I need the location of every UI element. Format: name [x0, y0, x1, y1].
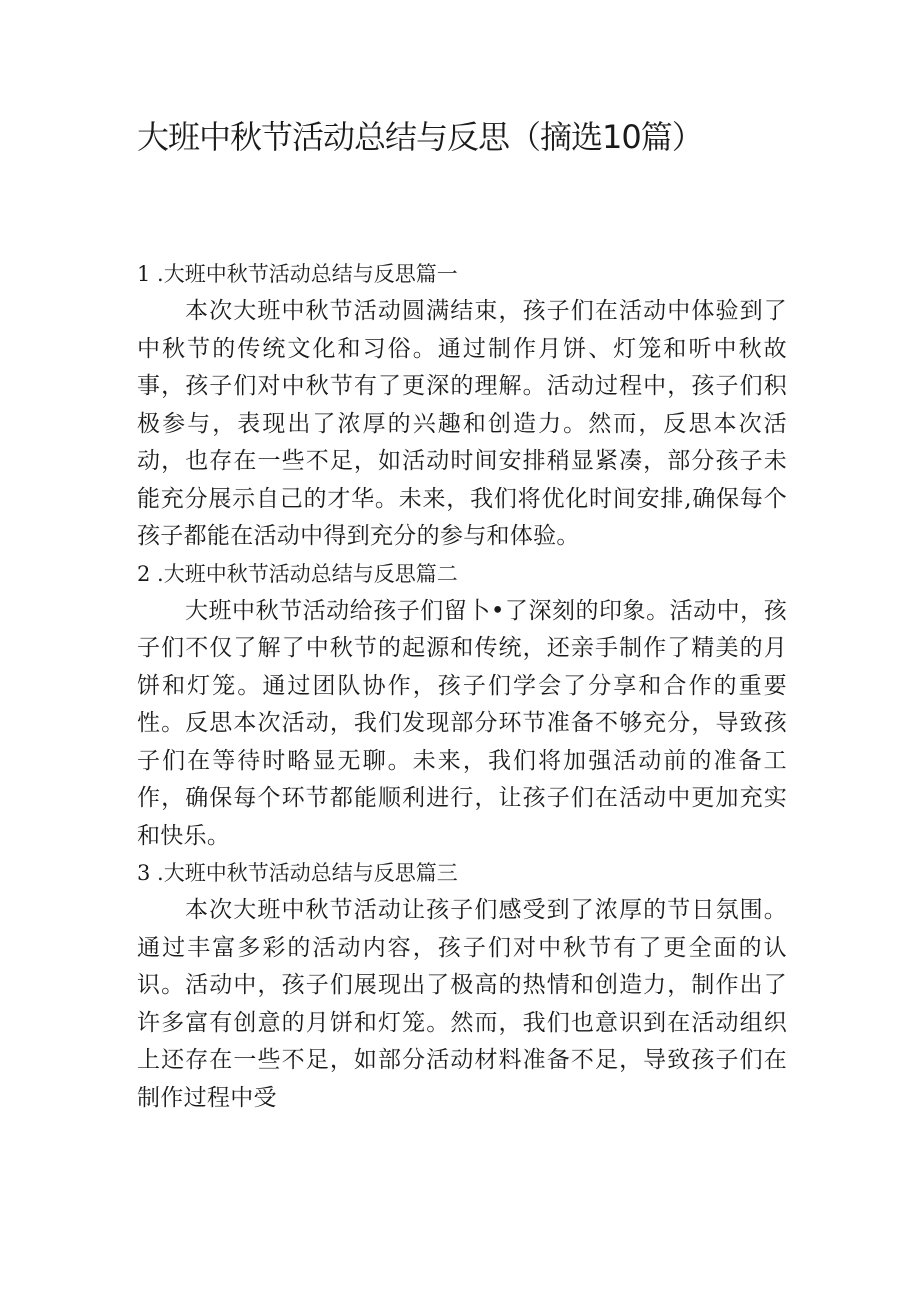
section-heading: 2 .大班中秋节活动总结与反思篇二 — [137, 561, 458, 586]
section-1 — [137, 256, 787, 556]
document-title: 大班中秋节活动总结与反思（摘选10篇） — [137, 118, 703, 156]
section-heading: 1 .大班中秋节活动总结与反思篇一 — [137, 262, 458, 286]
section-paragraph: 大班中秋节活动给孩子们留卜•了深刻的印象。活动中，孩子们不仅了解了中秋节的起源和传统，还亲手制作了精美的月饼和灯笼。通过团队协作，孩子们学会了分享和合作的重要性。反思本次活动，我们发现部分环节准备不够充分，导致孩子们在等待时略显无聊。未来，我们将加强活动前的准备工作，确保每个环节都能顺利进行，让孩子们在活动中更加充实和快乐。 — [137, 597, 787, 849]
section-2 — [137, 556, 787, 856]
document-body — [137, 256, 787, 1117]
section-paragraph: 本次大班中秋节活动让孩子们感受到了浓厚的节日氛围。通过丰富多彩的活动内容，孩子们对中秋节有了更全面的认识。活动中，孩子们展现出了极高的热情和创造力，制作出了许多富有创意的月饼和灯笼。然而，我们也意识到在活动组织上还存在一些不足，如部分活动材料准备不足，导致孩子们在制作过程中受 — [137, 897, 787, 1111]
section-3 — [137, 855, 787, 1117]
section-paragraph: 本次大班中秋节活动圆满结束，孩子们在活动中体验到了中秋节的传统文化和习俗。通过制作月饼、灯笼和听中秋故事，孩子们对中秋节有了更深的理解。活动过程中，孩子们积极参与，表现出了浓厚的兴趣和创造力。然而，反思本次活动，也存在一些不足，如活动时间安排稍显紧凑，部分孩子未能充分展示自己的才华。未来，我们将优化时间安排,确保每个孩子都能在活动中得到充分的参与和体验。 — [137, 298, 787, 549]
section-heading: 3 .大班中秋节活动总结与反思篇三 — [137, 861, 458, 885]
